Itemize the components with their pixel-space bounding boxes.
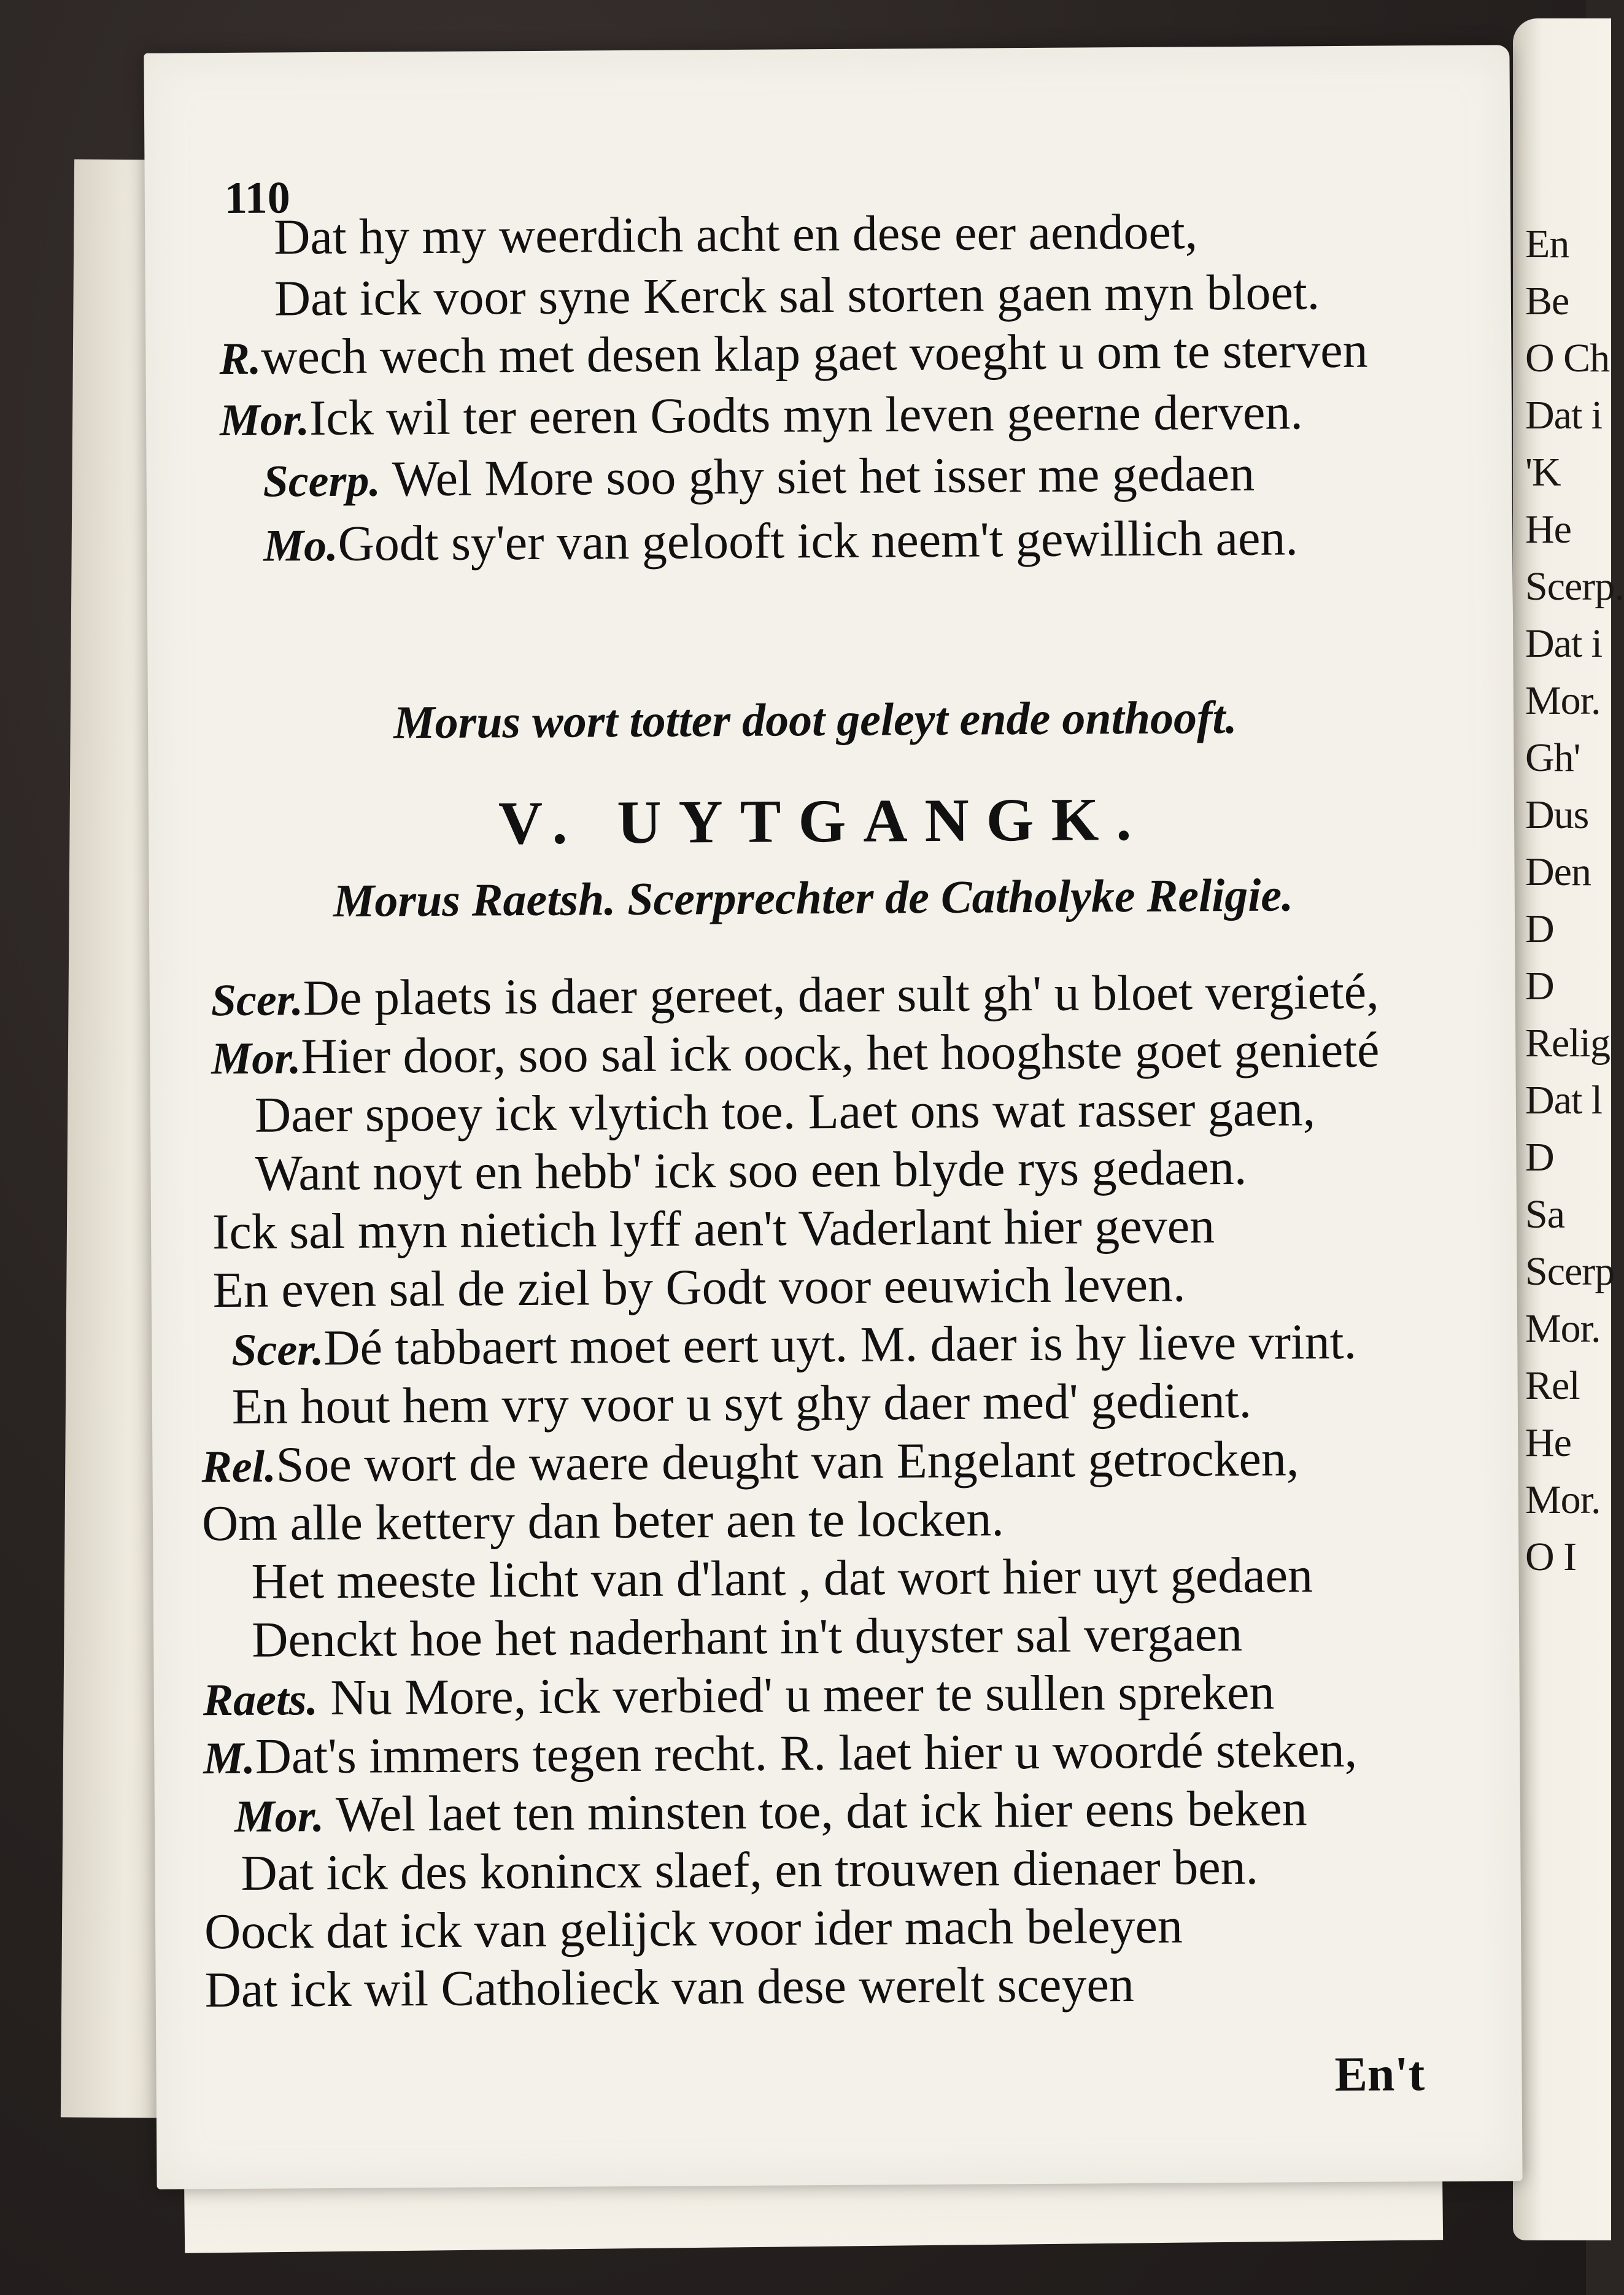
verse-text: Het meeste licht van d'lant , dat wort hier uyt gedaen <box>251 1547 1313 1609</box>
page-number: 110 <box>224 172 291 224</box>
verse-text: Hier door, soo sal ick oock, het hooghste goet genieté <box>301 1021 1380 1085</box>
verse-main-line <box>241 1838 1259 1901</box>
facing-page-fragment: Dat l <box>1525 1078 1603 1123</box>
dramatis-personae: Morus Raetsh. Scerprechter de Catholyke Religie. <box>333 869 1294 927</box>
speaker-label: Rel. <box>201 1441 276 1493</box>
facing-page-fragment: D <box>1525 907 1554 951</box>
speaker-label: Mor. <box>219 395 310 446</box>
speaker-label: Mor. <box>211 1033 301 1085</box>
verse-text: Godt sy'er van gelooft ick neem't gewillich aen. <box>338 509 1299 571</box>
verse-top-line <box>219 322 1368 385</box>
verse-text: Dat hy my weerdich acht en dese eer aendoet, <box>273 203 1198 265</box>
section-heading: V. UYTGANGK. <box>498 784 1149 857</box>
verse-text: Om alle kettery dan beter aen te locken. <box>201 1490 1005 1552</box>
stage-direction: Morus wort totter doot geleyt ende onthooft. <box>393 691 1237 749</box>
verse-top-line <box>263 509 1299 571</box>
verse-text: Wel laet ten minsten toe, dat ick hier eens beken <box>323 1780 1307 1843</box>
facing-page-fragment: He <box>1525 507 1571 552</box>
verse-main-line <box>255 1139 1247 1201</box>
catchword: En't <box>1334 2047 1425 2102</box>
verse-main-line <box>231 1313 1357 1376</box>
facing-page-fragment: 'K <box>1525 450 1561 495</box>
facing-page-fragment: En <box>1525 222 1569 266</box>
speaker-label: Mo. <box>263 520 338 571</box>
facing-page-fragment: Mor. <box>1525 678 1601 723</box>
verse-top-line <box>274 264 1320 327</box>
verse-top-line <box>263 445 1255 507</box>
facing-page-fragment: D <box>1525 1135 1554 1180</box>
speaker-label: Scerp. <box>263 455 381 507</box>
facing-page-fragment: Relig <box>1525 1021 1610 1066</box>
verse-main-line <box>251 1605 1243 1668</box>
verse-text: Daer spoey ick vlytich toe. Laet ons wat rasser gaen, <box>254 1080 1316 1143</box>
facing-page-fragment: Den <box>1525 849 1591 894</box>
facing-page-fragment: Scerp. <box>1525 564 1624 609</box>
verse-main-line <box>203 1721 1358 1784</box>
verse-main-line <box>201 1490 1005 1552</box>
facing-page-fragment: Be <box>1525 279 1569 323</box>
verse-main-line <box>211 963 1379 1026</box>
verse-main-line <box>251 1547 1313 1609</box>
facing-page-fragment: Mor. <box>1525 1306 1601 1351</box>
verse-text: Wel More soo ghy siet het isser me gedaen <box>380 445 1255 507</box>
verse-text: Soe wort de waere deught van Engelant getrocken, <box>276 1430 1299 1493</box>
verse-text: Dat's immers tegen recht. R. laet hier u woordé steken, <box>255 1721 1358 1784</box>
verse-text: Dat ick des konincx slaef, en trouwen dienaer ben. <box>241 1838 1259 1901</box>
speaker-label: Mor. <box>234 1791 325 1842</box>
verse-main-line <box>211 1021 1380 1085</box>
facing-page-fragment: Dus <box>1525 792 1589 837</box>
speaker-label: Raets. <box>203 1674 319 1726</box>
facing-page-fragment: O Ch <box>1525 336 1610 381</box>
verse-text: wech wech met desen klap gaet voeght u om te sterven <box>260 322 1368 385</box>
verse-main-line <box>204 1956 1135 2018</box>
verse-text: Dat ick voor syne Kerck sal storten gaen myn bloet. <box>274 264 1320 327</box>
facing-page-fragment: Scerp <box>1525 1249 1615 1294</box>
verse-text: Denckt hoe het naderhant in't duyster sal vergaen <box>251 1605 1243 1668</box>
book-page <box>144 45 1522 2189</box>
verse-main-line <box>212 1256 1186 1318</box>
verse-text: Want noyt en hebb' ick soo een blyde rys gedaen. <box>255 1139 1247 1201</box>
facing-page-fragment: Mor. <box>1525 1477 1601 1522</box>
speaker-label: R. <box>219 333 261 385</box>
verse-top-line <box>219 384 1304 446</box>
verse-text: En hout hem vry voor u syt ghy daer med' gedient. <box>231 1372 1252 1434</box>
facing-page-fragment: Dat i <box>1525 393 1603 438</box>
verse-main-line <box>204 1897 1183 1960</box>
verse-text: Ick wil ter eeren Godts myn leven geerne derven. <box>309 384 1304 446</box>
verse-text: Oock dat ick van gelijck voor ider mach beleyen <box>204 1897 1183 1960</box>
verse-main-line <box>254 1080 1316 1143</box>
verse-main-line <box>234 1780 1307 1843</box>
speaker-label: M. <box>203 1733 255 1784</box>
verse-text: En even sal de ziel by Godt voor eeuwich leven. <box>212 1256 1186 1318</box>
verse-main-line <box>231 1372 1252 1434</box>
facing-page <box>1513 18 1624 2240</box>
verse-top-line <box>273 203 1198 265</box>
facing-page-fragment: O I <box>1525 1535 1577 1579</box>
facing-page-fragment: Gh' <box>1525 735 1580 780</box>
verse-text: Nu More, ick verbied' u meer te sullen spreken <box>317 1663 1275 1726</box>
verse-text: De plaets is daer gereet, daer sult gh' u bloet vergieté, <box>303 963 1379 1026</box>
facing-page-fragment: Dat i <box>1525 621 1603 666</box>
verse-text: Dé tabbaert moet eert uyt. M. daer is hy lieve vrint. <box>323 1313 1357 1376</box>
verse-main-line <box>212 1198 1215 1260</box>
facing-page-fragment: Rel <box>1525 1363 1580 1408</box>
facing-page-fragment: He <box>1525 1420 1571 1465</box>
verse-text: Ick sal myn nietich lyff aen't Vaderlant hier geven <box>212 1198 1215 1260</box>
speaker-label: Scer. <box>211 975 304 1026</box>
speaker-label: Scer. <box>231 1325 324 1376</box>
facing-page-fragment: D <box>1525 964 1554 1008</box>
facing-page-fragment: Sa <box>1525 1192 1564 1237</box>
verse-main-line <box>201 1430 1299 1493</box>
verse-main-line <box>203 1663 1275 1726</box>
verse-text: Dat ick wil Catholieck van dese werelt sceyen <box>204 1956 1135 2018</box>
